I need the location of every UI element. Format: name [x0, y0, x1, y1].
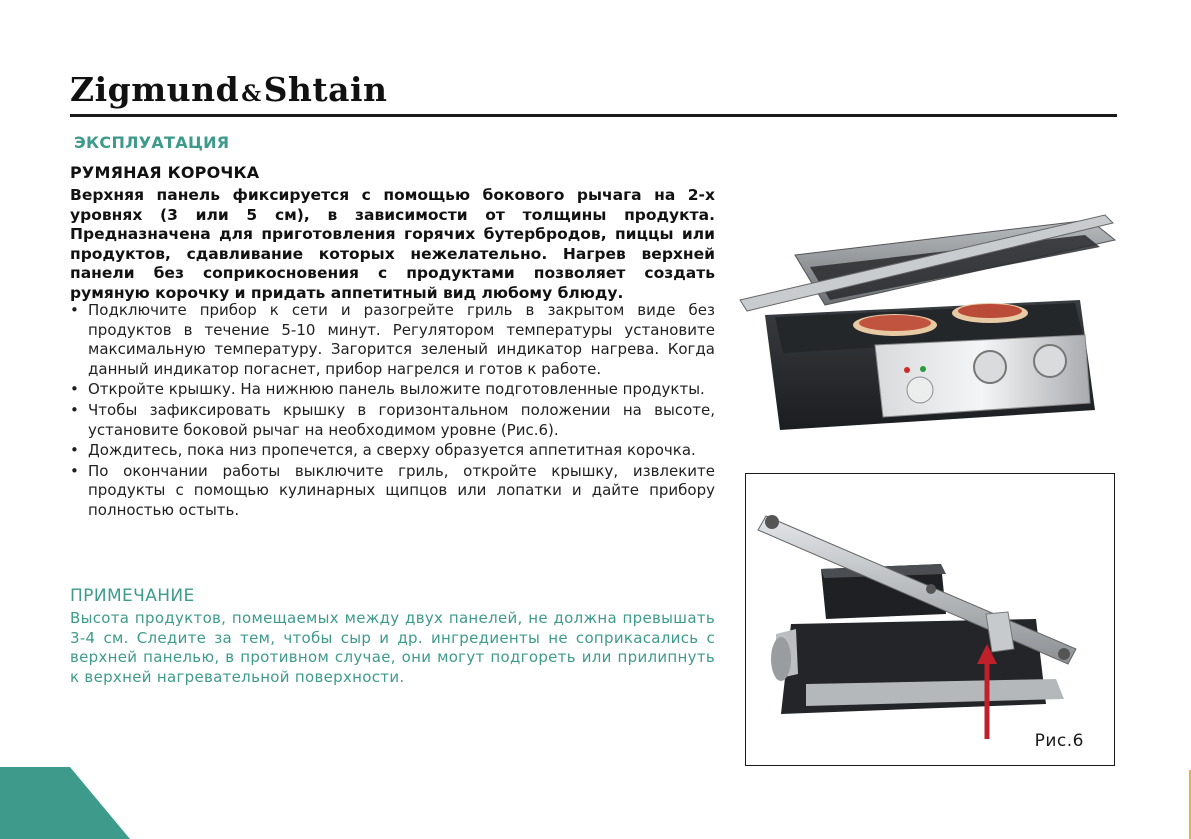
intro-paragraph: Верхняя панель фиксируется с помощью бокового рычага на 2-х уровнях (3 или 5 см), в зависимости от толщины продукта. Предназначена для приготовления горячих бутербродов, пиццы или продуктов, сдавливание которых нежелательно. Нагрев верхней панели без соприкосновения с продуктами позволяет создать румяную корочку и придать аппетитный вид любому блюду. — [70, 186, 715, 302]
figure-6 — [745, 473, 1115, 766]
brand-ampersand: & — [241, 81, 262, 107]
corner-decoration — [0, 767, 130, 839]
note-body: Высота продуктов, помещаемых между двух панелей, не должна превышать 3-4 см. Следите за тем, чтобы сыр и др. ингредиенты не соприкасались с верхней панелью, в противном случае, они могут подгореть или прилипнуть к верхней нагревательной поверхности. — [70, 609, 715, 686]
list-item — [70, 462, 715, 521]
bullet-icon: • — [70, 380, 79, 399]
list-item — [70, 380, 715, 400]
figure-caption: Рис.6 — [1034, 731, 1084, 751]
subsection-title: РУМЯНАЯ КОРОЧКА — [70, 163, 260, 182]
list-item-text: Дождитесь, пока низ пропечется, а сверху образуется аппетитная корочка. — [88, 441, 696, 460]
list-item — [70, 301, 715, 379]
list-item-text: Подключите прибор к сети и разогрейте гриль в закрытом виде без продуктов в течение 5-10 минут. Регулятором температуры установите максимальную температуру. Загорится зеленый индикатор нагрева. Когда данный индикатор погаснет, прибор нагрелся и готов к работе. — [88, 301, 715, 378]
brand-name-right: Shtain — [263, 70, 388, 109]
list-item-text: Чтобы зафиксировать крышку в горизонтальном положении на высоте, установите боковой рычаг на необходимом уровне (Рис.6). — [88, 400, 715, 439]
list-item-text: По окончании работы выключите гриль, откройте крышку, извлеките продукты с помощью кулинарных щипцов или лопатки и дайте прибору полностью остыть. — [88, 461, 715, 519]
note-title: ПРИМЕЧАНИЕ — [70, 586, 195, 606]
bullet-icon: • — [70, 301, 79, 319]
list-item — [70, 401, 715, 440]
header-divider — [70, 114, 1117, 117]
brand-logo — [70, 70, 388, 109]
bullet-icon: • — [70, 400, 79, 419]
list-item — [70, 441, 715, 461]
bullet-icon: • — [70, 441, 79, 460]
grill-product-photo — [735, 195, 1125, 440]
list-item-text: Откройте крышку. На нижнюю панель выложите подготовленные продукты. — [88, 380, 705, 399]
instruction-list — [70, 301, 715, 522]
section-title: ЭКСПЛУАТАЦИЯ — [74, 133, 230, 152]
lever-figure-photo — [746, 474, 1116, 767]
bullet-icon: • — [70, 461, 79, 480]
brand-name-left: Zigmund — [70, 70, 240, 109]
